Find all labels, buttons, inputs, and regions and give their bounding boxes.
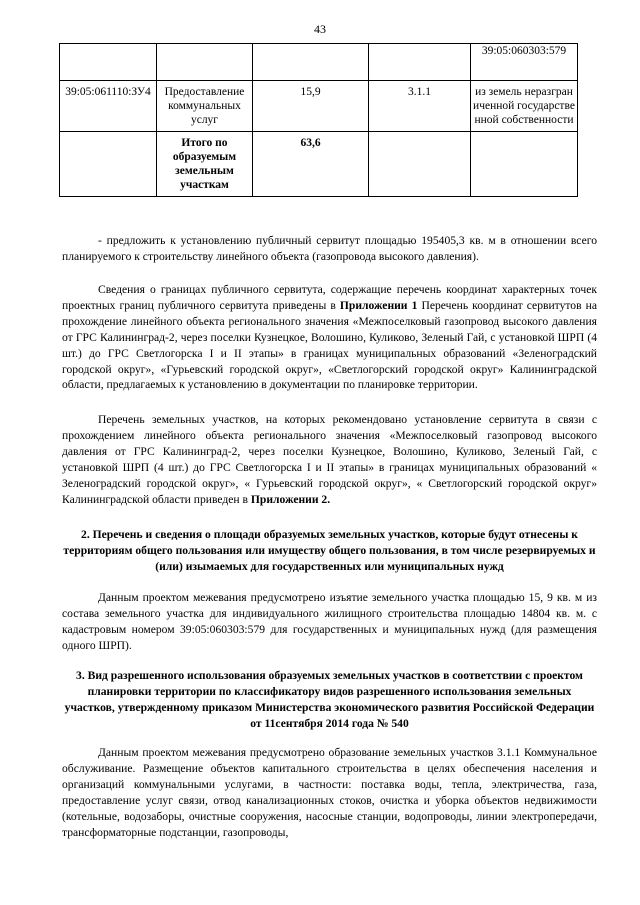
table-cell	[369, 132, 471, 197]
area-cell: 15,9	[253, 81, 369, 132]
section-2-heading: 2. Перечень и сведения о площади образуемых земельных участков, которые будут отнесены к территориям общего пользования или имуществу общего пользования, в том числе резервируемых и (или) изымаемых для государственных или муниципальных нужд	[63, 528, 596, 573]
paragraph-servitude-plots: Перечень земельных участков, на которых рекомендовано установление сервитута в связи с прохождением линейного объекта регионального значения «Межпоселковый газопровод высокого давления от ГРС Калининград-2, через поселки Кузнецкое, Волошино, Куликово, Зеленый Гай, с установкой ШРП (4 шт.) до ГРС Светлогорска I и II этапы» в границах муниципальных образований « Зеленоградский городской округ», « Гурьевский городской округ», « Светлогорский городской округ» Калининградской области приведен в Приложении 2.	[62, 413, 597, 506]
table-row	[60, 81, 578, 132]
page-number: 43	[314, 22, 326, 36]
section-3-heading: 3. Вид разрешенного использования образуемых земельных участков в соответствии с проектом планировки территории по классификатору видов разрешенного использования земельных участков, утвержденному приказом Министерства экономического развития Российской Федерации от 11сентября 2014 года № 540	[64, 669, 595, 730]
table-row	[60, 44, 578, 81]
table-cell	[60, 44, 157, 81]
source-land-cell: из земель неразграниченной государственной собственности	[471, 81, 578, 132]
total-label-cell: Итого по образуемым земельным участкам	[157, 132, 253, 197]
land-plots-table	[59, 43, 578, 197]
paragraph-servitude-boundaries: Сведения о границах публичного сервитута, содержащие перечень координат характерных точек проектных границ публичного сервитута приведены в Приложении 1 Перечень координат сервитутов на прохождение линейного объекта регионального значения «Межпоселковый газопровод высокого давления от ГРС Калининград-2, через поселки Кузнецкое, Волошино, Куликово, Зеленый Гай, с установкой ШРП (4 шт.) до ГРС Светлогорска I и II этапы» в границах муниципальных образований «Зеленоградский городской округ», «Гурьевский городской округ», «Светлогорский городской округ» Калининградской области, предлагаемых к установлению в документации по планировке территории.	[62, 283, 598, 392]
plot-id-cell: 39:05:061110:ЗУ4	[60, 81, 157, 132]
table-cell	[157, 44, 253, 81]
table-cell	[471, 132, 578, 197]
table-cell	[253, 44, 369, 81]
section-3-text: Данным проектом межевания предусмотрено образование земельных участков 3.1.1 Коммунальное обслуживание. Размещение объектов капитального строительства в целях обеспечения населения и организаций коммунальными услугами, в частности: поставка воды, тепла, электричества, газа, предоставление услуг связи, отвод канализационных стоков, очистка и уборка объектов недвижимости (котельные, водозаборы, очистные сооружения, насосные станции, водопроводы, линии электропередачи, трансформаторные подстанции, газопроводы,	[62, 746, 597, 839]
cadastral-number-cell: 39:05:060303:579	[471, 44, 578, 81]
table-cell	[369, 44, 471, 81]
table-cell	[60, 132, 157, 197]
usage-cell: Предоставление коммунальных услуг	[157, 81, 253, 132]
table-row	[60, 132, 578, 197]
section-2-text: Данным проектом межевания предусмотрено изъятие земельного участка площадью 15, 9 кв. м из состава земельного участка для индивидуального жилищного строительства площадью 14804 кв. м. с кадастровым номером 39:05:060303:579 для государственных и муниципальных нужд (для размещения одного ШРП).	[62, 591, 597, 652]
usage-code-cell: 3.1.1	[369, 81, 471, 132]
total-area-cell: 63,6	[253, 132, 369, 197]
paragraph-servitude-proposal: - предложить к установлению публичный сервитут площадью 195405,3 кв. м в отношении всего планируемого к строительству линейного объекта (газопровода высокого давления).	[62, 234, 597, 263]
